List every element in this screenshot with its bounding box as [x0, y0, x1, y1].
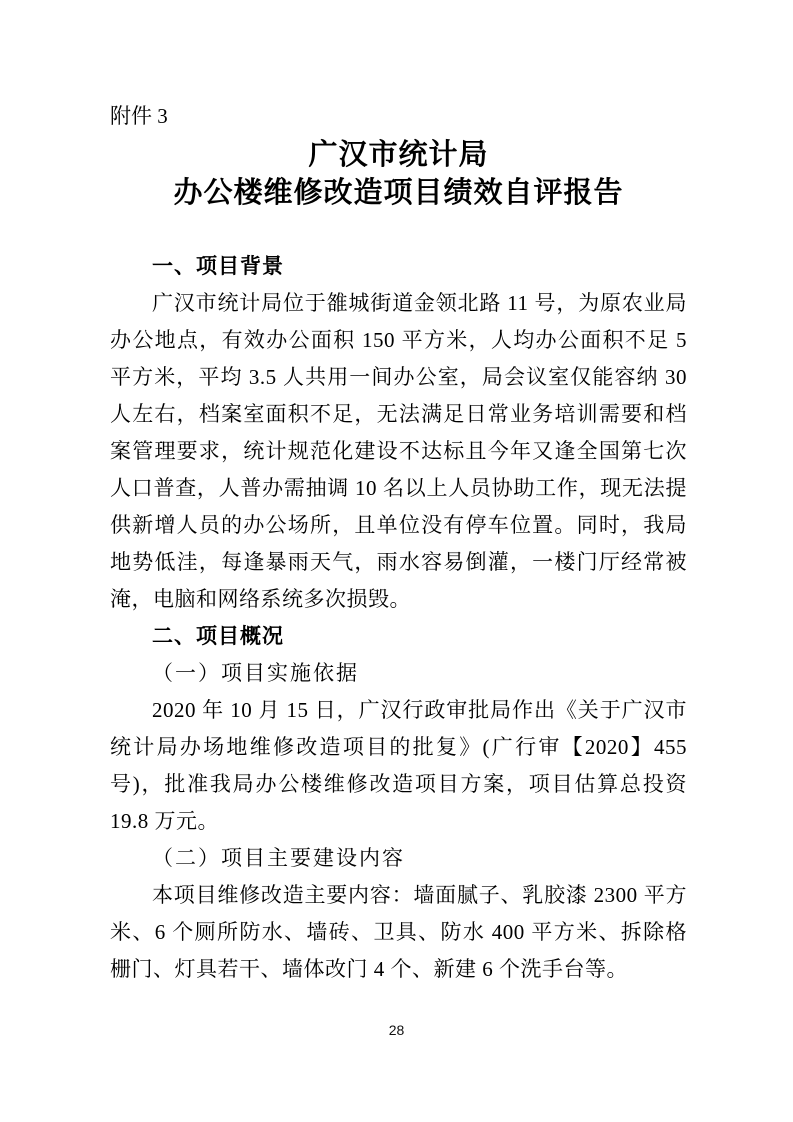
- section-heading: 二、项目概况: [152, 625, 284, 648]
- section-heading: （二）项目主要建设内容: [152, 846, 405, 870]
- attachment-label: 附件 3: [110, 104, 168, 128]
- document-content: [110, 0, 687, 988]
- document-body: [110, 248, 687, 988]
- document-title-line-1: 广汉市统计局: [308, 139, 489, 171]
- paragraph: 本项目维修改造主要内容：墙面腻子、乳胶漆 2300 平方米、6 个厕所防水、墙砖、卫具、防水 400 平方米、拆除格栅门、灯具若干、墙体改门 4 个、新建 6 个洗手台等。: [110, 883, 687, 981]
- paragraph: 2020 年 10 月 15 日，广汉行政审批局作出《关于广汉市统计局办场地维修改造项目的批复》(广行审【2020】455 号)，批准我局办公楼维修改造项目方案，项目估算总投资 19.8 万元。: [110, 698, 687, 833]
- document-title-line-2: 办公楼维修改造项目绩效自评报告: [173, 177, 624, 209]
- section-heading: 一、项目背景: [152, 255, 284, 278]
- document-title: [110, 136, 687, 212]
- page-number: 28: [388, 1022, 405, 1038]
- paragraph: 广汉市统计局位于雒城街道金领北路 11 号，为原农业局办公地点，有效办公面积 150 平方米，人均办公面积不足 5 平方米，平均 3.5 人共用一间办公室，局会议室仅能容纳 30 人左右，档案室面积不足，无法满足日常业务培训需要和档案管理要求，统计规范化建设不达标且今年又逢全国第七次人口普查，人普办需抽调 10 名以上人员协助工作，现无法提供新增人员的办公场所，且单位没有停车位置。同时，我局地势低洼，每逢暴雨天气，雨水容易倒灌，一楼门厅经常被淹，电脑和网络系统多次损毁。: [110, 291, 687, 611]
- section-heading: （一）项目实施依据: [152, 661, 359, 685]
